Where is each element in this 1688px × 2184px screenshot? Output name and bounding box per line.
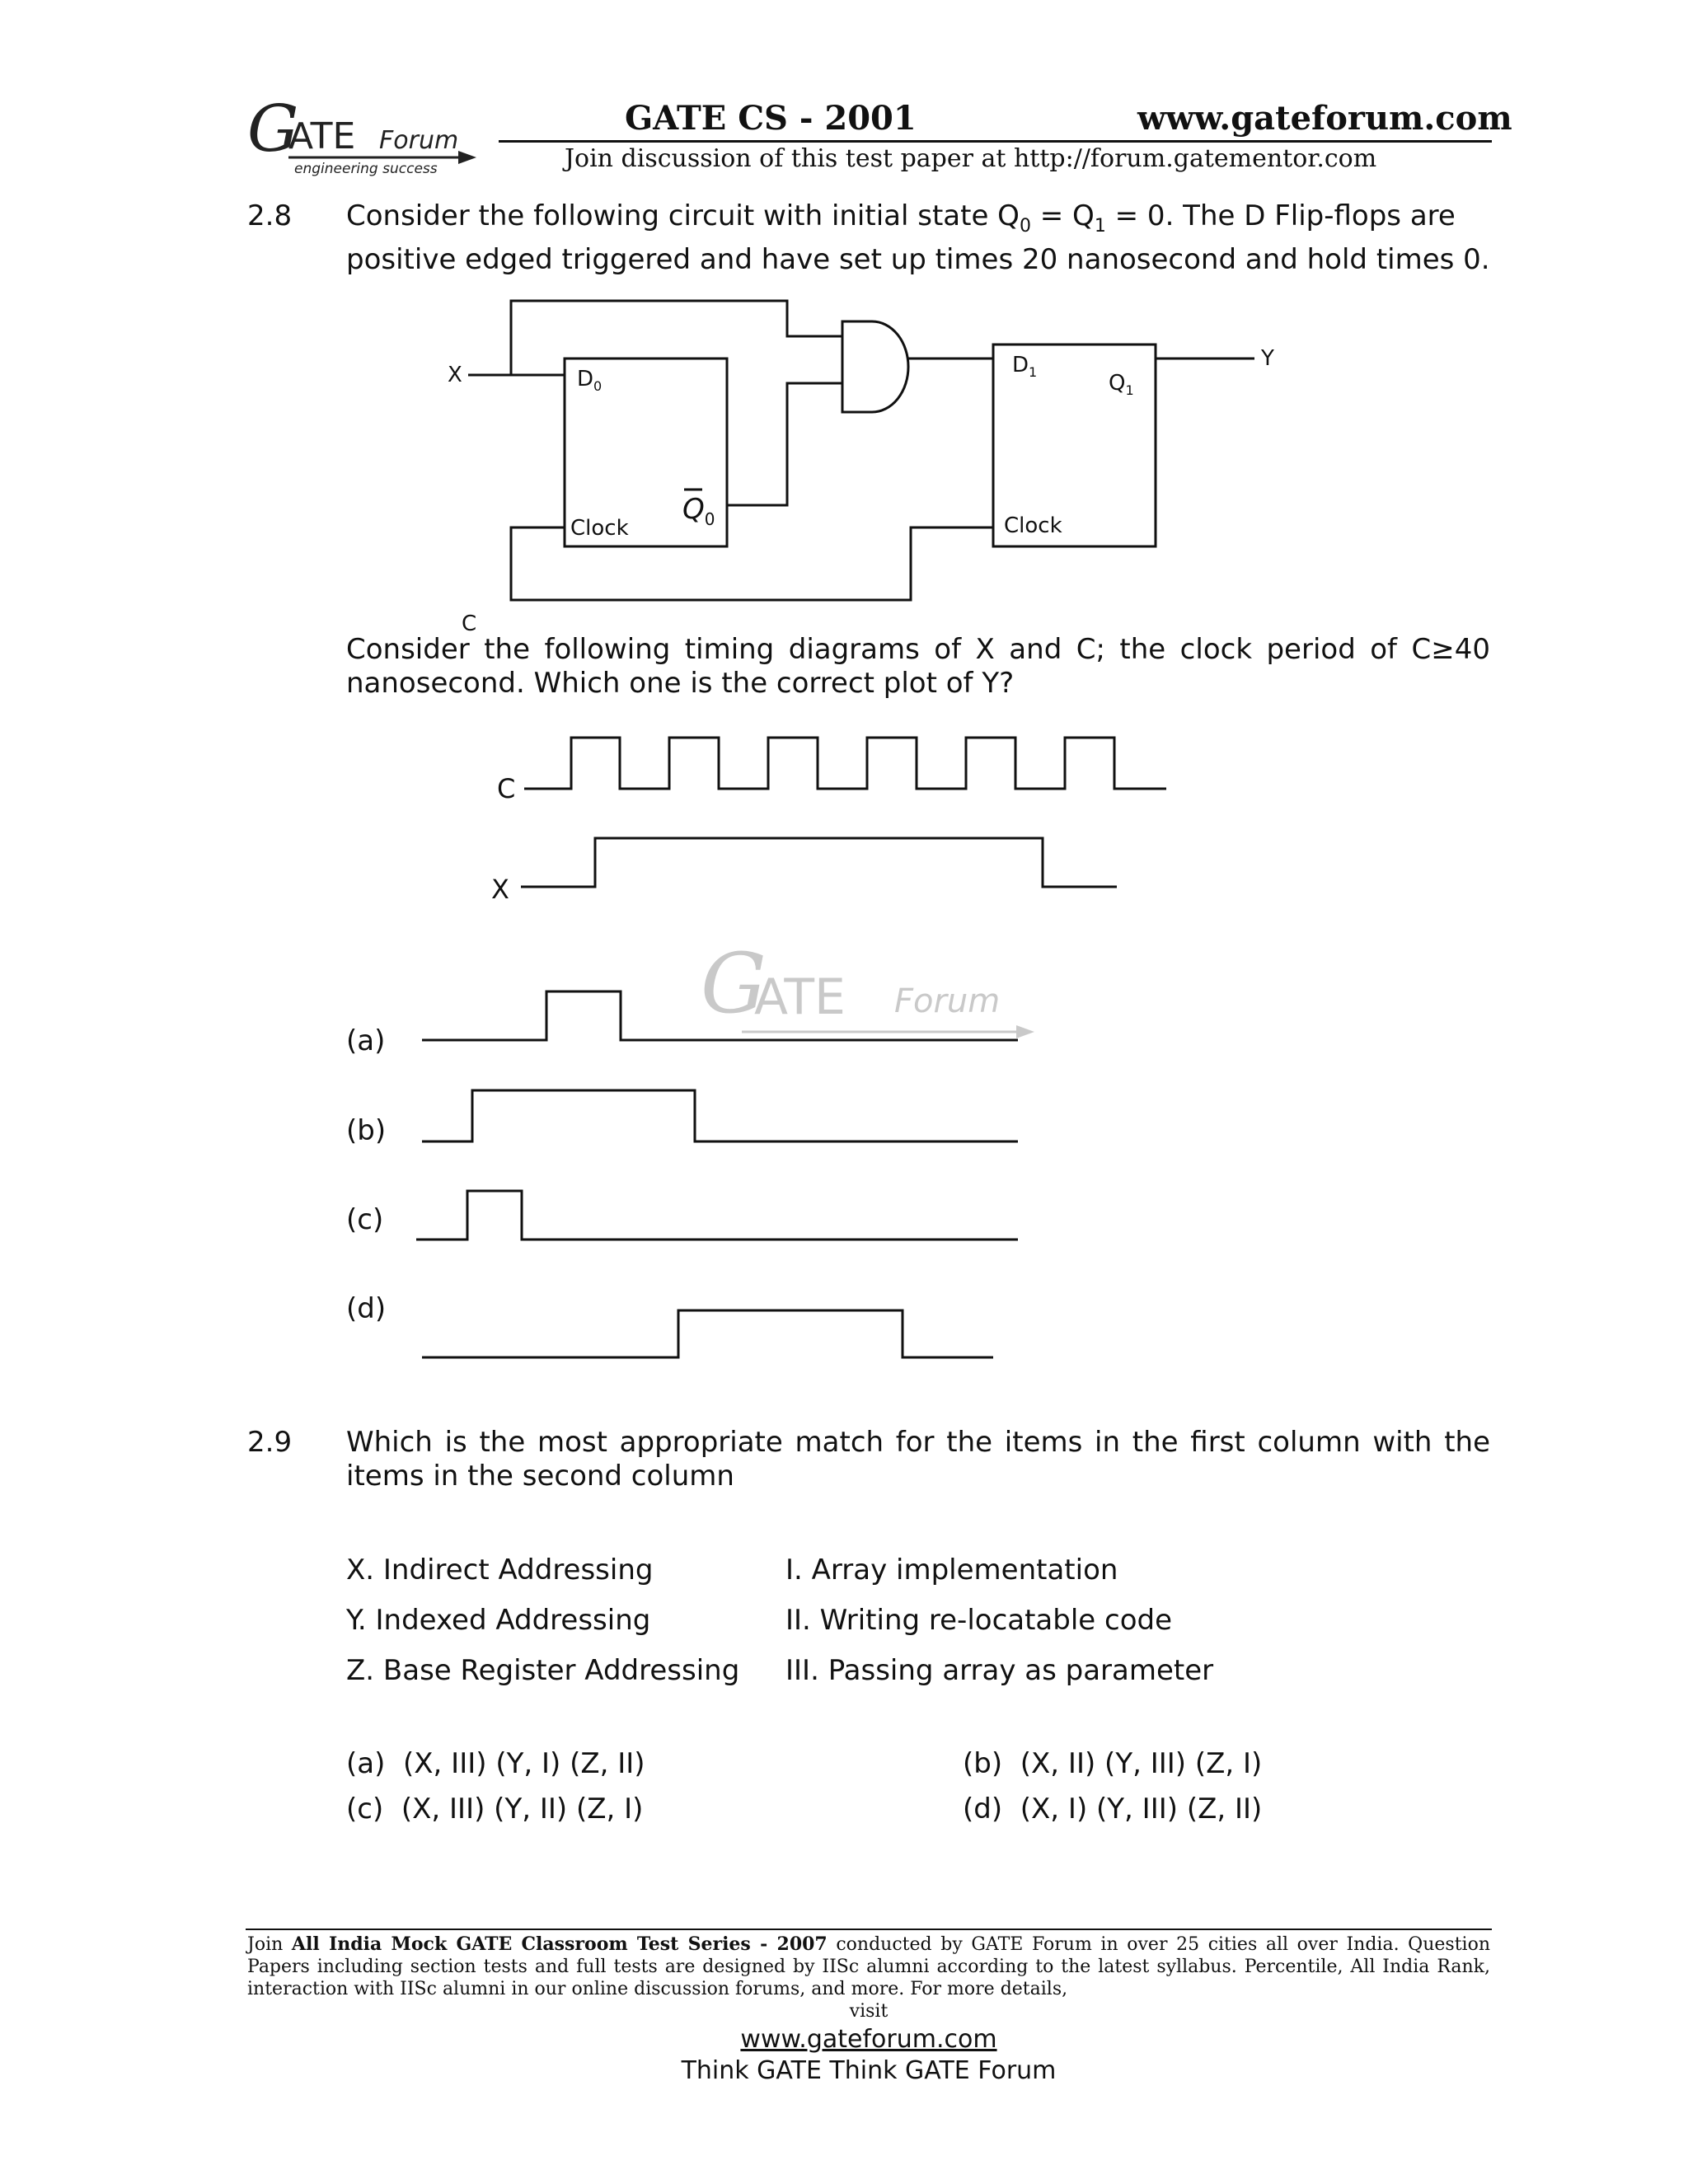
footer-slogan: Think GATE Think GATE Forum <box>681 2056 1057 2085</box>
timing-text-line2: nanosecond. Which one is the correct plot of Y? <box>346 667 1015 700</box>
watermark-letter: G <box>701 935 767 1032</box>
left-item: X. Indirect Addressing <box>346 1554 654 1586</box>
logo-letter: G <box>247 92 299 166</box>
footer-link[interactable]: www.gateforum.com <box>740 2025 997 2054</box>
option-label: (d) <box>963 1793 1003 1825</box>
page-title: GATE CS - 2001 <box>625 99 917 138</box>
option-text: (X, III) (Y, I) (Z, II) <box>403 1747 645 1780</box>
waveform-d <box>422 1310 993 1357</box>
footer-bold: All India Mock GATE Classroom Test Series - 2007 <box>291 1933 828 1955</box>
right-item: I. Array implementation <box>785 1554 1118 1586</box>
waveform-a <box>422 991 1018 1040</box>
logo-forum: Forum <box>379 126 459 155</box>
q0bar-label: $Q_0$ <box>682 493 715 529</box>
d0-label: $D_0$ <box>577 367 603 395</box>
footer-text: Join All India Mock GATE Classroom Test Series - 2007 conducted by GATE Forum in over 25 cities all over India. Question Papers including section tests and full tests are designed by IISc alumni according to the latest syllabus. Percentile, All India Rank, interaction with IISc alumni in our online discussion forums, and more. For more details, <box>247 1933 1490 1999</box>
clock1-label: Clock <box>1004 513 1062 538</box>
watermark-word: ATE <box>754 968 846 1026</box>
logo-tagline: engineering success <box>294 161 438 177</box>
discussion-link[interactable]: Join discussion of this test paper at http://forum.gatementor.com <box>565 144 1377 173</box>
option-label: (b) <box>963 1747 1003 1780</box>
option-label: (a) <box>346 1747 386 1780</box>
watermark-forum: Forum <box>894 982 1001 1020</box>
q29-line2: items in the second column <box>346 1460 734 1493</box>
d1-label: $D_1$ <box>1012 353 1038 381</box>
left-item: Z. Base Register Addressing <box>346 1654 740 1687</box>
circuit-x-label: X <box>448 363 462 387</box>
question-number-2-9: 2.9 <box>247 1426 293 1459</box>
waveform-b <box>422 1090 1018 1141</box>
waveform-c <box>416 1191 1018 1240</box>
left-item: Y. Indexed Addressing <box>346 1604 651 1637</box>
option-text: (X, I) (Y, III) (Z, II) <box>1020 1793 1263 1825</box>
right-item: III. Passing array as parameter <box>785 1654 1214 1687</box>
option-a-label[interactable]: (a) <box>346 1024 386 1057</box>
circuit-c-label: C <box>462 612 477 636</box>
q29-option-c[interactable] <box>346 1793 643 1825</box>
q29-option-b[interactable] <box>963 1747 1262 1780</box>
footer-rule <box>246 1929 1492 1930</box>
clock0-label: Clock <box>570 516 629 541</box>
timing-text-line1: Consider the following timing diagrams of X and C; the clock period of C≥40 <box>346 633 1490 666</box>
question-number-2-8: 2.8 <box>247 199 293 232</box>
option-b-label[interactable]: (b) <box>346 1114 387 1147</box>
option-d-label[interactable]: (d) <box>346 1292 387 1325</box>
logo-word: ATE <box>288 115 356 157</box>
q28-line2: positive edged triggered and have set up times 20 nanosecond and hold times 0. <box>346 242 1490 276</box>
q28-line1: Consider the following circuit with initial state $Q_0 = Q_1 = 0$. The D Flip-flops are <box>346 199 1456 237</box>
option-label: (c) <box>346 1793 384 1825</box>
circuit-y-label: Y <box>1261 346 1274 371</box>
right-item: II. Writing re-locatable code <box>785 1604 1173 1637</box>
option-c-label[interactable]: (c) <box>346 1203 384 1236</box>
timing-x-label: X <box>491 874 509 905</box>
q29-option-a[interactable] <box>346 1747 645 1780</box>
footer-visit: visit <box>849 2001 889 2022</box>
q29-option-d[interactable] <box>963 1793 1262 1825</box>
q1-label: $Q_1$ <box>1109 371 1134 399</box>
website-link[interactable]: www.gateforum.com <box>1137 99 1512 138</box>
option-text: (X, III) (Y, II) (Z, I) <box>401 1793 644 1825</box>
option-text: (X, II) (Y, III) (Z, I) <box>1020 1747 1263 1780</box>
question-2-9-text <box>346 1426 1490 1493</box>
timing-c-label: C <box>497 773 516 804</box>
q29-line1: Which is the most appropriate match for the items in the first column with the <box>346 1426 1490 1459</box>
